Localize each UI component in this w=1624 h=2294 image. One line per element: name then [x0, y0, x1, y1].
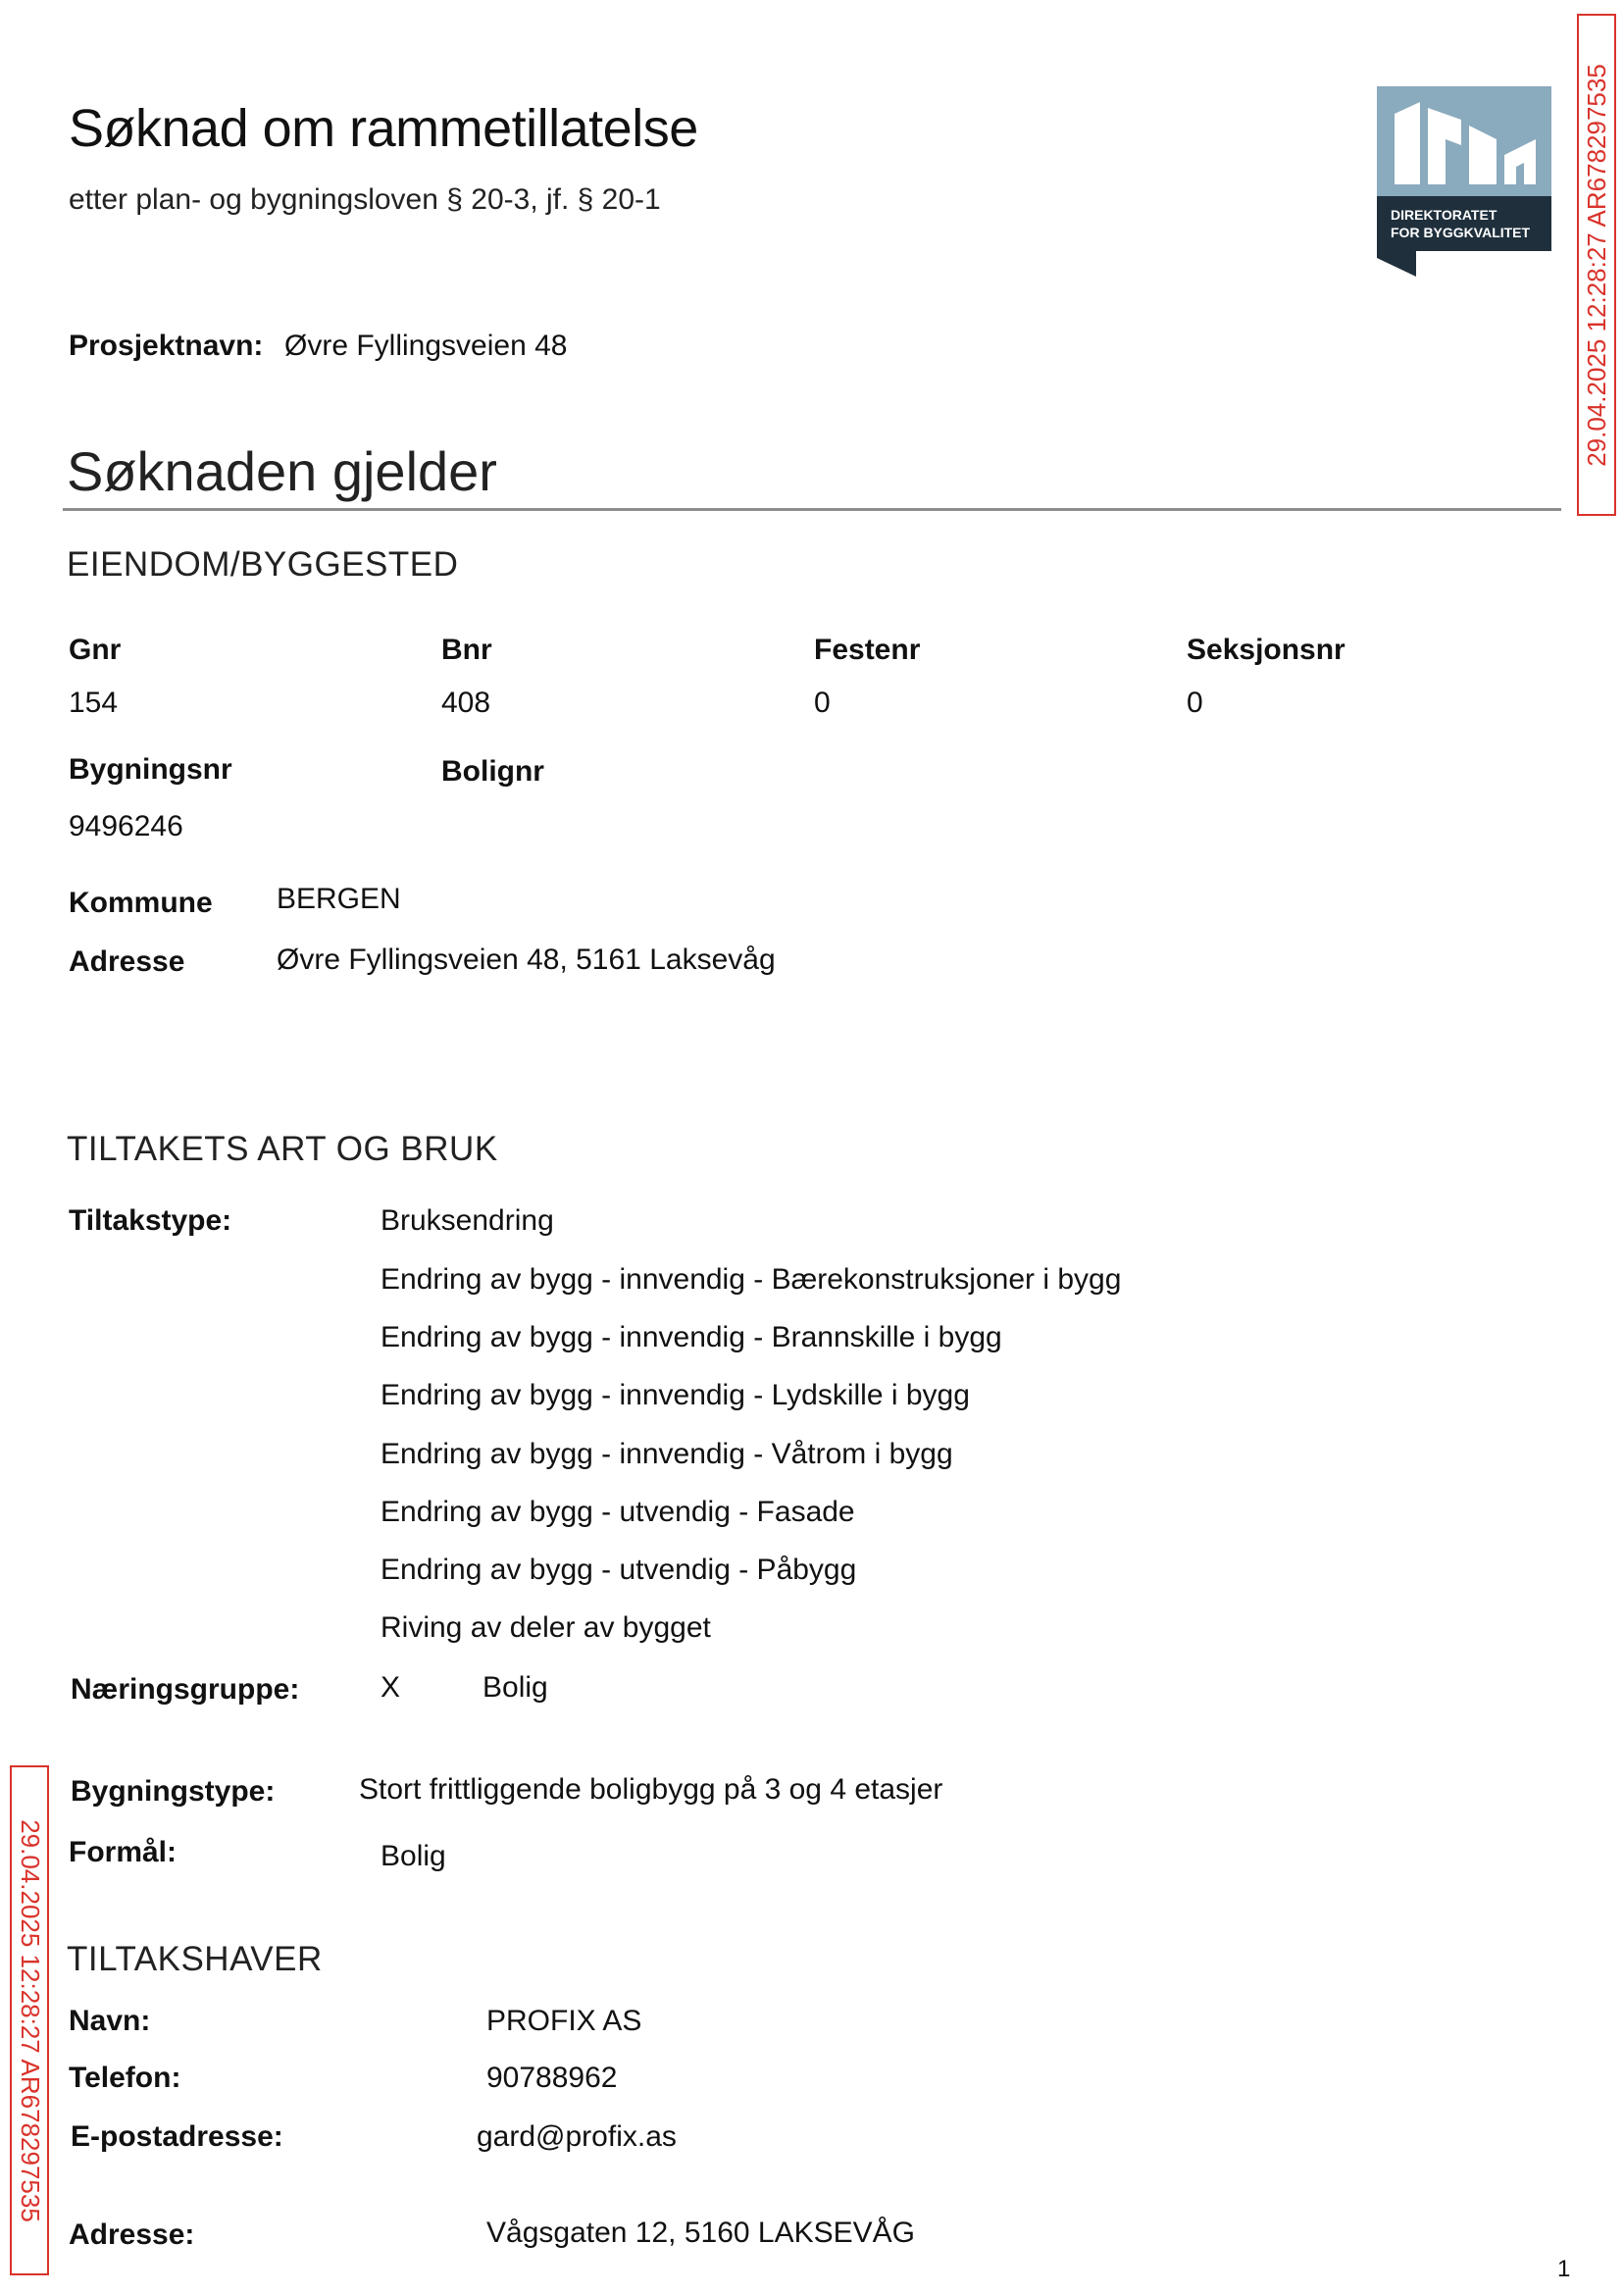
telefon-value: 90788962	[486, 2062, 618, 2094]
document-title: Søknad om rammetillatelse	[69, 99, 698, 158]
applicant-adresse-label: Adresse:	[69, 2218, 195, 2251]
property-heading: EIENDOM/BYGGESTED	[67, 545, 459, 584]
page-number: 1	[1557, 2256, 1571, 2282]
naeringsgruppe-value: Bolig	[482, 1671, 548, 1704]
epost-label: E-postadresse:	[71, 2120, 283, 2153]
bygningstype-value: Stort frittliggende boligbygg på 3 og 4 etasjer	[359, 1773, 943, 1806]
section-divider	[63, 508, 1561, 511]
navn-label: Navn:	[69, 2005, 151, 2037]
gnr-value: 154	[69, 687, 119, 719]
bolignr-label: Bolignr	[441, 755, 544, 788]
bnr-value: 408	[441, 687, 491, 719]
dibk-logo-icon	[1377, 86, 1553, 279]
adresse-value: Øvre Fyllingsveien 48, 5161 Laksevåg	[277, 943, 776, 976]
festenr-value: 0	[814, 687, 831, 719]
epost-value: gard@profix.as	[477, 2120, 677, 2153]
tiltakstype-label: Tiltakstype:	[69, 1204, 232, 1237]
tiltakstype-item: Endring av bygg - innvendig - Brannskille i bygg	[381, 1321, 1002, 1353]
bygningstype-label: Bygningstype:	[71, 1775, 276, 1808]
naeringsgruppe-label: Næringsgruppe:	[71, 1673, 300, 1706]
dibk-logo	[1377, 86, 1553, 279]
project-name-value: Øvre Fyllingsveien 48	[284, 330, 568, 362]
naeringsgruppe-code: X	[381, 1671, 401, 1704]
tiltakstype-item: Bruksendring	[381, 1204, 554, 1237]
tiltakstype-item: Riving av deler av bygget	[381, 1611, 711, 1644]
bnr-label: Bnr	[441, 634, 492, 666]
logo-line-2: FOR BYGGKVALITET	[1391, 225, 1531, 240]
stamp-top-right	[1577, 14, 1616, 516]
adresse-label: Adresse	[69, 945, 185, 978]
tiltakstype-item: Endring av bygg - utvendig - Fasade	[381, 1496, 855, 1528]
gnr-label: Gnr	[69, 634, 122, 666]
bygningsnr-label: Bygningsnr	[69, 753, 232, 786]
section-title: Søknaden gjelder	[67, 440, 497, 502]
tiltakstype-item: Endring av bygg - innvendig - Lydskille i bygg	[381, 1379, 970, 1411]
bygningsnr-value: 9496246	[69, 810, 183, 842]
tiltakstype-item: Endring av bygg - innvendig - Våtrom i bygg	[381, 1438, 953, 1470]
stamp-bottom-left	[10, 1765, 49, 2275]
logo-line-1: DIREKTORATET	[1391, 207, 1497, 223]
tiltakstype-item: Endring av bygg - innvendig - Bærekonstruksjoner i bygg	[381, 1263, 1122, 1296]
telefon-label: Telefon:	[69, 2062, 181, 2094]
project-name-label: Prosjektnavn:	[69, 330, 264, 362]
applicant-heading: TILTAKSHAVER	[67, 1940, 323, 1978]
formal-value: Bolig	[381, 1840, 446, 1872]
kommune-value: BERGEN	[277, 883, 401, 915]
seksjonsnr-value: 0	[1187, 687, 1203, 719]
kommune-label: Kommune	[69, 887, 213, 919]
document-subtitle: etter plan- og bygningsloven § 20-3, jf. § 20-1	[69, 183, 661, 216]
stamp-bottom-left-text: 29.04.2025 12:28:27 AR678297535	[15, 1818, 45, 2222]
festenr-label: Festenr	[814, 634, 921, 666]
stamp-top-right-text: 29.04.2025 12:28:27 AR678297535	[1581, 63, 1611, 467]
tiltakstype-item: Endring av bygg - utvendig - Påbygg	[381, 1554, 857, 1586]
applicant-adresse-value: Vågsgaten 12, 5160 LAKSEVÅG	[486, 2217, 915, 2249]
seksjonsnr-label: Seksjonsnr	[1187, 634, 1345, 666]
measure-heading: TILTAKETS ART OG BRUK	[67, 1130, 498, 1168]
navn-value: PROFIX AS	[486, 2005, 642, 2037]
formal-label: Formål:	[69, 1836, 178, 1868]
